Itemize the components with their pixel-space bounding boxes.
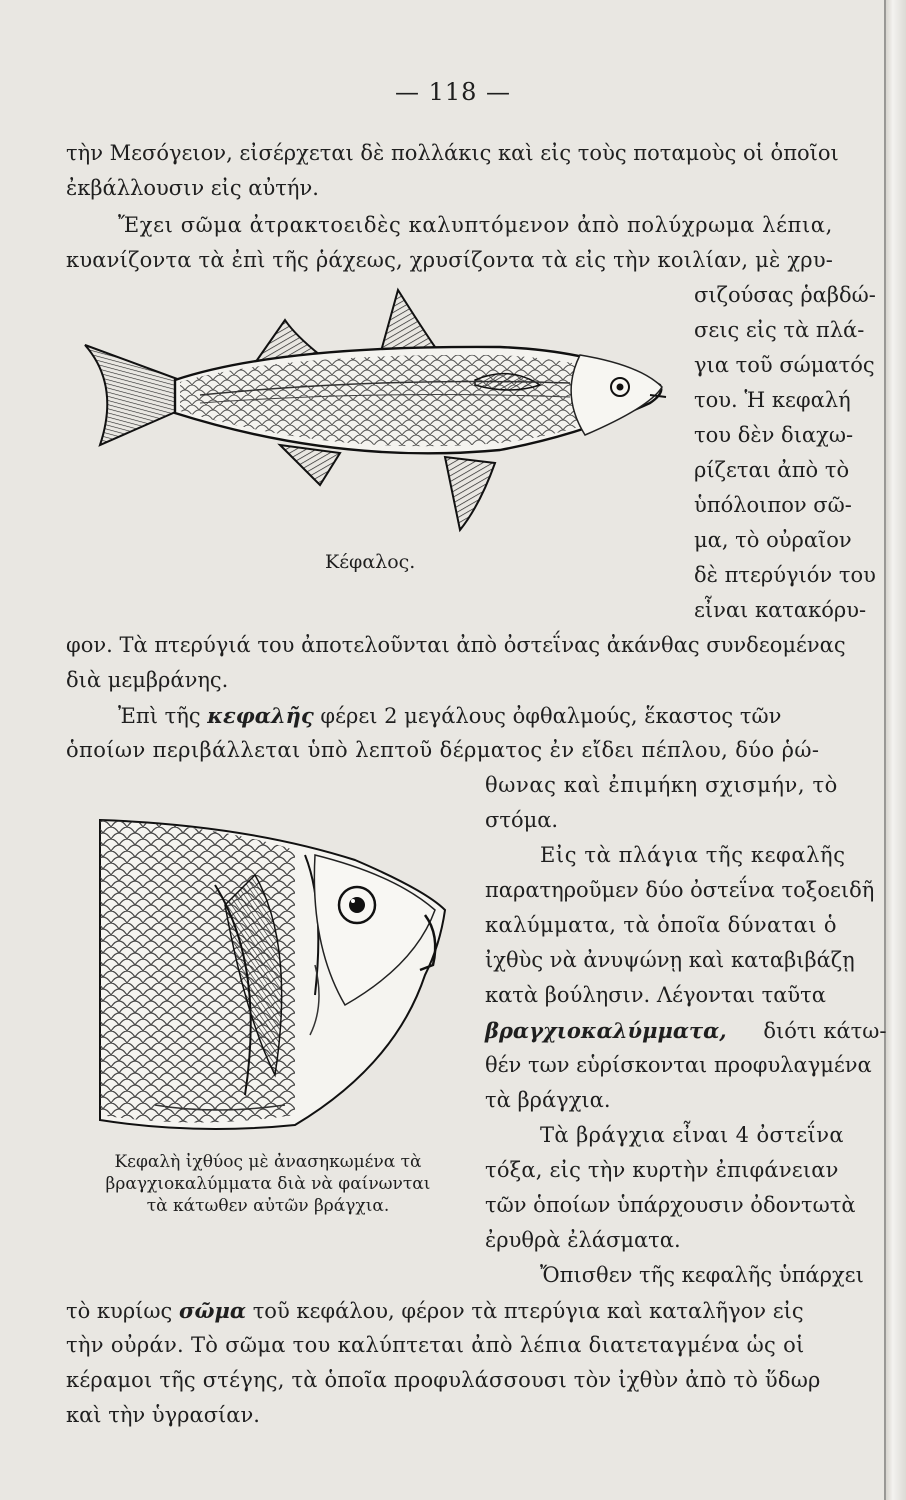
- text-line: διὰ μεμβράνης.: [66, 668, 229, 692]
- text-line: ὑπόλοιπον σῶ-: [694, 493, 852, 517]
- text-line: [118, 705, 870, 727]
- mullet-fish-illustration: [80, 285, 680, 535]
- text-line: [66, 143, 870, 164]
- text-line: για τοῦ σώματός: [694, 353, 875, 377]
- line-text: τὴν Μεσόγειον, εἰσέρχεται δὲ πολλάκις καὶ εἰς τοὺς ποταμοὺς οἱ ὁποῖοι: [66, 141, 839, 165]
- caption-line: τὰ κάτωθεν αὐτῶν βράγχια.: [146, 1195, 390, 1216]
- text-line: Τὰ βράγχια εἶναι 4 ὀστεΐνα: [540, 1123, 844, 1147]
- text-line: ἰχθὺς νὰ ἀνυψώνῃ καὶ καταβιβάζῃ: [485, 948, 855, 972]
- line-text: Ἐπὶ τῆς: [118, 704, 201, 728]
- line-text: φον. Τὰ πτερύγιά του ἀποτελοῦνται ἀπὸ ὀστεΐνας ἀκάνθας συνδεομένας: [66, 633, 846, 657]
- text-line: κυανίζοντα τὰ ἐπὶ τῆς ῥάχεως, χρυσίζοντα τὰ εἰς τὴν κοιλίαν, μὲ χρυ-: [66, 248, 834, 272]
- text-line: σιζούσας ῥαβδώ-: [694, 283, 876, 307]
- line-text: τοῦ κεφάλου, φέρον τὰ πτερύγια καὶ καταλῆγον εἰς: [252, 1299, 804, 1323]
- text-line: σεις εἰς τὰ πλά-: [694, 318, 865, 342]
- text-line: τῶν ὁποίων ὑπάρχουσιν ὀδοντωτὰ: [485, 1193, 856, 1217]
- figure-caption-fish: Κέφαλος.: [325, 551, 416, 573]
- text-line: [66, 635, 870, 656]
- text-line: Εἰς τὰ πλάγια τῆς κεφαλῆς: [540, 843, 846, 867]
- text-line: θέν των εὑρίσκονται προφυλαγμένα: [485, 1053, 872, 1077]
- text-line: κέραμοι τῆς στέγης, τὰ ὁποῖα προφυλάσσουσι τὸν ἰχθὺν ἀπὸ τὸ ὕδωρ: [66, 1368, 821, 1392]
- text-line: του δὲν διαχω-: [694, 423, 854, 447]
- text-line: Ἔχει σῶμα ἀτρακτοειδὲς καλυπτόμενον ἀπὸ πολύχρωμα λέπια,: [118, 213, 833, 237]
- page-edge: [884, 0, 906, 1500]
- text-line: τὴν οὐράν. Τὸ σῶμα του καλύπτεται ἀπὸ λέπια διατεταγμένα ὡς οἱ: [66, 1333, 805, 1357]
- emphasis-kefalis: κεφαλῆς: [207, 703, 314, 728]
- text-line: στόμα.: [485, 808, 559, 832]
- text-line: [66, 1300, 804, 1322]
- text-line: κατὰ βούλησιν. Λέγονται ταῦτα: [485, 983, 826, 1007]
- line-text: φέρει 2 μεγάλους ὀφθαλμούς, ἕκαστος τῶν: [320, 704, 782, 728]
- text-line: παρατηροῦμεν δύο ὀστεΐνα τοξοειδῆ: [485, 878, 875, 902]
- text-line: ὁποίων περιβάλλεται ὑπὸ λεπτοῦ δέρματος ἐν εἴδει πέπλου, δύο ῥώ-: [66, 738, 820, 762]
- text-line: ἐρυθρὰ ἐλάσματα.: [485, 1228, 681, 1252]
- text-line: τόξα, εἰς τὴν κυρτὴν ἐπιφάνειαν: [485, 1158, 839, 1182]
- caption-line: Κεφαλὴ ἰχθύος μὲ ἀνασηκωμένα τὰ: [114, 1152, 422, 1172]
- text-line: ἐκβάλλουσιν εἰς αὐτήν.: [66, 176, 319, 200]
- page-number: — 118 —: [394, 78, 512, 106]
- line-text: τὸ κυρίως: [66, 1299, 173, 1323]
- text-line: καλύμματα, τὰ ὁποῖα δύναται ὁ: [485, 913, 837, 937]
- line-text: διότι κάτω-: [763, 1019, 887, 1043]
- caption-line: βραγχιοκαλύμματα διὰ νὰ φαίνωνται: [105, 1173, 431, 1194]
- fish-head-gills-illustration: [95, 815, 455, 1145]
- figure-caption-head: [68, 1152, 468, 1217]
- text-line: ρίζεται ἀπὸ τὸ: [694, 458, 850, 482]
- text-line: εἶναι κατακόρυ-: [694, 598, 867, 622]
- text-line: δὲ πτερύγιόν του: [694, 563, 876, 587]
- text-line: μα, τὸ οὐραῖον: [694, 528, 852, 552]
- text-line: καὶ τὴν ὑγρασίαν.: [66, 1403, 260, 1427]
- page-gutter-line: [884, 0, 886, 1500]
- text-line: τὰ βράγχια.: [485, 1088, 611, 1112]
- text-line: Ὄπισθεν τῆς κεφαλῆς ὑπάρχει: [540, 1263, 864, 1287]
- text-line: [485, 1020, 887, 1042]
- text-line: θωνας καὶ ἐπιμήκη σχισμήν, τὸ: [485, 773, 838, 797]
- text-line: του. Ἡ κεφαλή: [694, 388, 851, 412]
- emphasis-soma: σῶμα: [178, 1298, 246, 1323]
- emphasis-vragchiokalymmata: βραγχιοκαλύμματα,: [485, 1018, 727, 1043]
